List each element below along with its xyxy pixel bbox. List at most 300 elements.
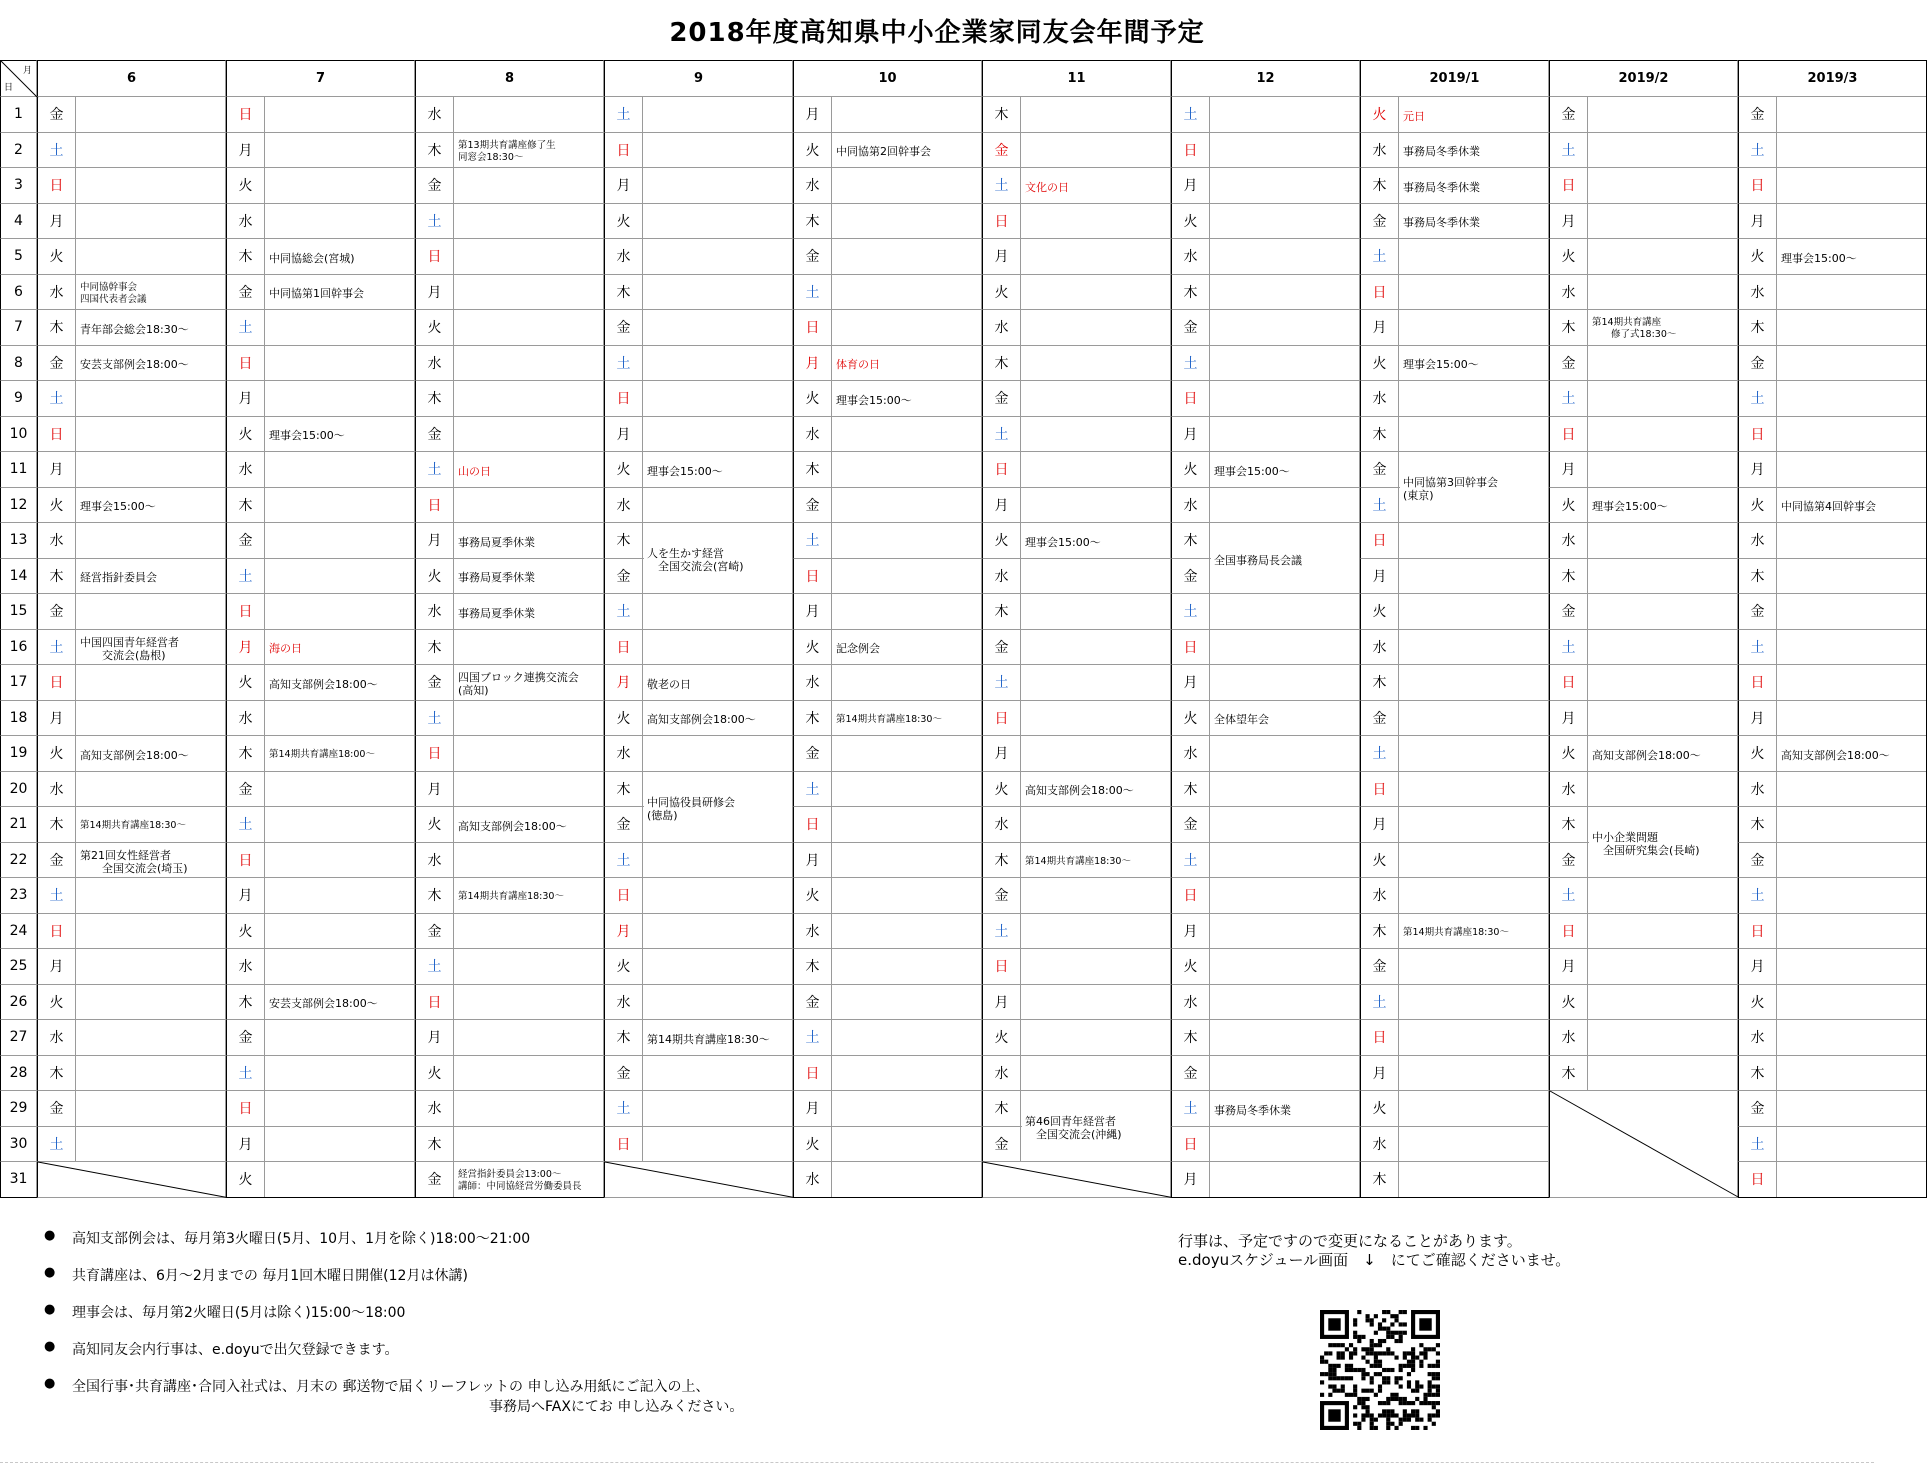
weekday-cell: 火 — [226, 1162, 265, 1198]
weekday-cell: 水 — [793, 168, 832, 204]
event-cell — [832, 559, 982, 595]
event-cell — [76, 914, 226, 950]
event-cell — [76, 772, 226, 808]
event-cell — [643, 878, 793, 914]
event-label: 理事会15:00～ — [77, 489, 225, 523]
weekday-cell: 水 — [226, 204, 265, 240]
event-label: 高知支部例会18:00～ — [455, 808, 603, 842]
event-label: 海の日 — [266, 631, 414, 665]
event-label: 第14期共育講座18:30～ — [1022, 844, 1170, 878]
weekday-cell: 火 — [982, 1020, 1021, 1056]
weekday-cell: 月 — [1738, 452, 1777, 488]
weekday-cell: 水 — [1171, 488, 1210, 524]
weekday-cell: 水 — [982, 807, 1021, 843]
event-cell — [1588, 133, 1738, 169]
weekday-cell: 土 — [604, 97, 643, 133]
event-cell — [1210, 594, 1360, 630]
weekday-cell: 金 — [37, 594, 76, 630]
event-cell — [1021, 275, 1171, 311]
day-number: 23 — [0, 878, 37, 914]
weekday-cell: 木 — [1360, 168, 1399, 204]
event-cell — [1588, 985, 1738, 1021]
event-cell — [76, 523, 226, 559]
event-cell — [76, 665, 226, 701]
event-cell — [1777, 630, 1927, 666]
event-label: 人を生かす経営 全国交流会(宮崎) — [644, 524, 792, 593]
weekday-cell: 火 — [415, 559, 454, 595]
event-cell — [1021, 914, 1171, 950]
weekday-cell: 火 — [1360, 594, 1399, 630]
corner-day-label: 日 — [4, 83, 14, 93]
weekday-cell: 日 — [604, 133, 643, 169]
event-cell — [1777, 665, 1927, 701]
weekday-cell: 金 — [982, 1127, 1021, 1163]
event-cell — [643, 843, 793, 879]
weekday-cell: 土 — [415, 452, 454, 488]
event-cell — [1021, 630, 1171, 666]
event-label: 理事会15:00～ — [266, 418, 414, 452]
event-cell — [1399, 736, 1549, 772]
day-number: 14 — [0, 559, 37, 595]
weekday-cell: 土 — [1738, 1127, 1777, 1163]
weekday-cell: 日 — [1171, 381, 1210, 417]
weekday-cell: 水 — [793, 1162, 832, 1198]
weekday-cell: 火 — [1738, 985, 1777, 1021]
event-cell — [1210, 417, 1360, 453]
weekday-cell: 金 — [37, 346, 76, 382]
weekday-cell: 土 — [1171, 346, 1210, 382]
weekday-cell: 金 — [1738, 1091, 1777, 1127]
weekday-cell: 木 — [982, 843, 1021, 879]
day-number: 22 — [0, 843, 37, 879]
weekday-cell: 土 — [1738, 381, 1777, 417]
event-label: 事務局冬季休業 — [1400, 134, 1548, 168]
weekday-cell: 土 — [415, 701, 454, 737]
event-label: 理事会15:00～ — [833, 382, 981, 416]
weekday-cell: 水 — [1549, 772, 1588, 808]
event-label: 高知支部例会18:00～ — [77, 737, 225, 771]
event-cell — [265, 488, 415, 524]
weekday-cell: 金 — [1738, 97, 1777, 133]
event-cell — [454, 1091, 604, 1127]
note-text: 高知同友会内行事は、e.doyuで出欠登録できます。 — [72, 1342, 399, 1358]
event-label: 第14期共育講座18:30～ — [833, 702, 981, 736]
weekday-cell: 日 — [1738, 914, 1777, 950]
weekday-cell: 水 — [1171, 736, 1210, 772]
event-cell — [643, 97, 793, 133]
weekday-cell: 月 — [793, 1091, 832, 1127]
weekday-cell: 火 — [226, 417, 265, 453]
event-cell — [265, 701, 415, 737]
event-cell — [1399, 878, 1549, 914]
weekday-cell: 火 — [1360, 97, 1399, 133]
event-cell — [1588, 772, 1738, 808]
event-cell — [76, 594, 226, 630]
event-cell — [1021, 1020, 1171, 1056]
event-cell — [454, 736, 604, 772]
weekday-cell: 土 — [1360, 985, 1399, 1021]
event-cell — [76, 878, 226, 914]
event-cell — [1588, 452, 1738, 488]
event-cell — [1777, 843, 1927, 879]
event-cell — [76, 1127, 226, 1163]
day-number: 5 — [0, 239, 37, 275]
event-label: 元日 — [1400, 98, 1548, 132]
weekday-cell: 火 — [1738, 736, 1777, 772]
event-cell — [832, 523, 982, 559]
event-cell — [643, 1091, 793, 1127]
weekday-cell: 火 — [982, 275, 1021, 311]
day-number: 27 — [0, 1020, 37, 1056]
bullet-icon: ● — [44, 1339, 56, 1354]
event-cell — [1210, 133, 1360, 169]
weekday-cell: 月 — [37, 949, 76, 985]
weekday-cell: 水 — [1360, 630, 1399, 666]
event-label: 事務局夏季休業 — [455, 524, 603, 558]
event-cell — [76, 949, 226, 985]
weekday-cell: 火 — [1360, 346, 1399, 382]
event-cell — [832, 1127, 982, 1163]
weekday-cell: 水 — [604, 985, 643, 1021]
weekday-cell: 木 — [982, 1091, 1021, 1127]
event-cell — [1399, 523, 1549, 559]
weekday-cell: 月 — [1171, 665, 1210, 701]
weekday-cell: 金 — [1360, 452, 1399, 488]
weekday-cell: 水 — [1738, 275, 1777, 311]
event-cell — [643, 1127, 793, 1163]
event-cell — [1588, 97, 1738, 133]
event-cell — [1210, 807, 1360, 843]
event-cell — [1210, 488, 1360, 524]
qr-code-icon[interactable] — [1320, 1310, 1440, 1430]
event-cell — [1399, 665, 1549, 701]
weekday-cell: 火 — [1549, 985, 1588, 1021]
event-cell — [1399, 1162, 1549, 1198]
weekday-cell: 金 — [37, 97, 76, 133]
weekday-cell: 金 — [604, 1056, 643, 1092]
event-cell — [265, 878, 415, 914]
weekday-cell: 水 — [37, 275, 76, 311]
day-number: 15 — [0, 594, 37, 630]
bullet-icon: ● — [44, 1376, 56, 1391]
weekday-cell: 土 — [37, 630, 76, 666]
event-label: 理事会15:00～ — [1589, 489, 1737, 523]
event-label: 事務局冬季休業 — [1400, 205, 1548, 239]
weekday-cell: 金 — [1171, 559, 1210, 595]
weekday-cell: 水 — [604, 488, 643, 524]
weekday-cell: 日 — [226, 843, 265, 879]
weekday-cell: 日 — [604, 1127, 643, 1163]
weekday-cell: 月 — [415, 1020, 454, 1056]
event-cell — [1588, 1020, 1738, 1056]
event-cell — [832, 1091, 982, 1127]
event-cell — [76, 1020, 226, 1056]
event-cell — [643, 204, 793, 240]
day-number: 8 — [0, 346, 37, 382]
weekday-cell: 月 — [1549, 204, 1588, 240]
weekday-cell: 月 — [1171, 417, 1210, 453]
event-cell — [832, 665, 982, 701]
event-cell — [1777, 914, 1927, 950]
weekday-cell: 火 — [415, 807, 454, 843]
page-divider — [0, 1462, 1874, 1464]
event-cell — [1777, 381, 1927, 417]
weekday-cell: 火 — [1171, 452, 1210, 488]
event-cell — [1777, 168, 1927, 204]
weekday-cell: 水 — [1171, 985, 1210, 1021]
weekday-cell: 月 — [982, 736, 1021, 772]
event-cell — [265, 1020, 415, 1056]
weekday-cell: 木 — [1171, 523, 1210, 559]
event-cell — [1777, 204, 1927, 240]
event-cell — [832, 239, 982, 275]
weekday-cell: 金 — [1360, 701, 1399, 737]
weekday-cell: 木 — [1738, 807, 1777, 843]
event-cell — [265, 914, 415, 950]
note-text-continued: 事務局へFAXにてお 申し込みください。 — [489, 1399, 744, 1415]
event-label: 理事会15:00～ — [1778, 240, 1926, 274]
event-cell — [832, 772, 982, 808]
weekday-cell: 日 — [793, 1056, 832, 1092]
weekday-cell: 水 — [1549, 523, 1588, 559]
event-cell — [265, 346, 415, 382]
month-header: 2019/2 — [1549, 60, 1738, 97]
day-number: 2 — [0, 133, 37, 169]
weekday-cell: 日 — [415, 239, 454, 275]
event-cell — [1021, 559, 1171, 595]
weekday-cell: 月 — [604, 914, 643, 950]
event-cell — [1777, 949, 1927, 985]
event-cell — [1588, 275, 1738, 311]
weekday-cell: 火 — [982, 772, 1021, 808]
weekday-cell: 日 — [982, 949, 1021, 985]
weekday-cell: 火 — [1360, 843, 1399, 879]
event-cell — [832, 949, 982, 985]
event-cell — [265, 949, 415, 985]
event-cell — [1777, 985, 1927, 1021]
month-header: 11 — [982, 60, 1171, 97]
day-number: 10 — [0, 417, 37, 453]
event-cell — [1210, 204, 1360, 240]
event-label: 理事会15:00～ — [1211, 453, 1359, 487]
event-label: 中同協第2回幹事会 — [833, 134, 981, 168]
day-number: 11 — [0, 452, 37, 488]
weekday-cell: 金 — [415, 665, 454, 701]
event-cell — [454, 1127, 604, 1163]
event-cell — [1777, 310, 1927, 346]
weekday-cell: 水 — [1738, 772, 1777, 808]
weekday-cell: 火 — [37, 985, 76, 1021]
event-cell — [265, 772, 415, 808]
weekday-cell: 日 — [415, 488, 454, 524]
event-cell — [265, 843, 415, 879]
event-label: 高知支部例会18:00～ — [1589, 737, 1737, 771]
bullet-icon: ● — [44, 1302, 56, 1317]
weekday-cell: 火 — [415, 1056, 454, 1092]
weekday-cell: 木 — [1549, 1056, 1588, 1092]
event-cell — [265, 1127, 415, 1163]
event-cell — [1021, 97, 1171, 133]
event-cell — [76, 204, 226, 240]
day-number: 19 — [0, 736, 37, 772]
event-label: 事務局夏季休業 — [455, 595, 603, 629]
weekday-cell: 月 — [604, 665, 643, 701]
event-cell — [454, 346, 604, 382]
event-label: 全国事務局長会議 — [1211, 524, 1359, 593]
weekday-cell: 土 — [1360, 239, 1399, 275]
event-cell — [265, 1091, 415, 1127]
event-label: 中小企業問題 全国研究集会(長崎) — [1589, 808, 1737, 877]
weekday-cell: 土 — [1360, 488, 1399, 524]
event-cell — [1021, 985, 1171, 1021]
event-cell — [1588, 1056, 1738, 1092]
weekday-cell: 水 — [415, 97, 454, 133]
weekday-cell: 金 — [1360, 204, 1399, 240]
weekday-cell: 土 — [1171, 594, 1210, 630]
weekday-cell: 金 — [415, 1162, 454, 1198]
event-cell — [1210, 949, 1360, 985]
event-label: 山の日 — [455, 453, 603, 487]
weekday-cell: 日 — [37, 417, 76, 453]
event-cell — [1777, 452, 1927, 488]
weekday-cell: 日 — [1171, 878, 1210, 914]
weekday-cell: 木 — [415, 878, 454, 914]
weekday-cell: 日 — [1360, 772, 1399, 808]
weekday-cell: 土 — [982, 417, 1021, 453]
weekday-cell: 月 — [793, 843, 832, 879]
event-label: 事務局冬季休業 — [1211, 1092, 1359, 1126]
event-cell — [454, 1020, 604, 1056]
event-cell — [1399, 310, 1549, 346]
weekday-cell: 土 — [1738, 878, 1777, 914]
event-cell — [832, 985, 982, 1021]
weekday-cell: 月 — [1549, 949, 1588, 985]
event-cell — [1021, 310, 1171, 346]
month-header: 2019/3 — [1738, 60, 1927, 97]
event-cell — [1210, 1162, 1360, 1198]
event-cell — [1399, 1056, 1549, 1092]
weekday-cell: 木 — [1171, 772, 1210, 808]
weekday-cell: 日 — [1549, 417, 1588, 453]
weekday-cell: 日 — [415, 736, 454, 772]
event-cell — [1210, 168, 1360, 204]
event-cell — [643, 985, 793, 1021]
event-cell — [1777, 1020, 1927, 1056]
weekday-cell: 火 — [604, 701, 643, 737]
weekday-cell: 金 — [1171, 807, 1210, 843]
event-cell — [832, 914, 982, 950]
event-cell — [265, 168, 415, 204]
weekday-cell: 木 — [1738, 1056, 1777, 1092]
event-cell — [454, 168, 604, 204]
weekday-cell: 水 — [37, 523, 76, 559]
event-cell — [1210, 630, 1360, 666]
weekday-cell: 水 — [1360, 1127, 1399, 1163]
weekday-cell: 月 — [415, 275, 454, 311]
event-cell — [76, 239, 226, 275]
day-number: 4 — [0, 204, 37, 240]
event-cell — [1399, 701, 1549, 737]
weekday-cell: 日 — [226, 594, 265, 630]
event-cell — [454, 914, 604, 950]
event-cell — [1777, 346, 1927, 382]
event-cell — [1588, 523, 1738, 559]
event-cell — [454, 381, 604, 417]
weekday-cell: 月 — [793, 346, 832, 382]
weekday-cell: 水 — [1738, 523, 1777, 559]
event-label: 文化の日 — [1022, 169, 1170, 203]
event-cell — [265, 133, 415, 169]
day-number: 6 — [0, 275, 37, 311]
month-header: 6 — [37, 60, 226, 97]
day-number: 12 — [0, 488, 37, 524]
weekday-cell: 金 — [226, 772, 265, 808]
weekday-cell: 日 — [226, 97, 265, 133]
weekday-cell: 木 — [1549, 310, 1588, 346]
event-cell — [1588, 630, 1738, 666]
event-label: 理事会15:00～ — [1022, 524, 1170, 558]
weekday-cell: 金 — [604, 559, 643, 595]
weekday-cell: 金 — [415, 417, 454, 453]
event-cell — [1588, 701, 1738, 737]
event-cell — [1588, 559, 1738, 595]
event-cell — [76, 381, 226, 417]
weekday-cell: 月 — [226, 133, 265, 169]
event-label: 高知支部例会18:00～ — [1778, 737, 1926, 771]
event-cell — [1588, 914, 1738, 950]
event-cell — [1588, 204, 1738, 240]
day-number: 16 — [0, 630, 37, 666]
event-cell — [1777, 594, 1927, 630]
weekday-cell: 火 — [793, 630, 832, 666]
event-cell — [1588, 878, 1738, 914]
weekday-cell: 金 — [415, 168, 454, 204]
event-cell — [832, 736, 982, 772]
event-cell — [1021, 239, 1171, 275]
weekday-cell: 火 — [226, 914, 265, 950]
event-cell — [832, 204, 982, 240]
weekday-cell: 金 — [793, 985, 832, 1021]
weekday-cell: 水 — [226, 452, 265, 488]
weekday-cell: 金 — [982, 133, 1021, 169]
weekday-cell: 日 — [793, 559, 832, 595]
weekday-cell: 金 — [793, 736, 832, 772]
event-cell — [832, 452, 982, 488]
month-header: 12 — [1171, 60, 1360, 97]
event-cell — [1210, 843, 1360, 879]
weekday-cell: 土 — [604, 594, 643, 630]
event-cell — [1210, 914, 1360, 950]
weekday-cell: 日 — [1738, 665, 1777, 701]
event-cell — [1588, 346, 1738, 382]
weekday-cell: 土 — [226, 807, 265, 843]
event-cell — [643, 133, 793, 169]
weekday-cell: 水 — [415, 346, 454, 382]
day-number: 31 — [0, 1162, 37, 1198]
event-cell — [76, 168, 226, 204]
event-label: 体育の日 — [833, 347, 981, 381]
event-cell — [1777, 878, 1927, 914]
event-label: 経営指針委員会13:00～ 講師：中同協経営労働委員長 — [455, 1163, 603, 1197]
weekday-cell: 火 — [793, 878, 832, 914]
event-label: 第14期共育講座 修了式18:30～ — [1589, 311, 1737, 345]
weekday-cell: 火 — [37, 736, 76, 772]
event-label: 中同協第3回幹事会 (東京) — [1400, 453, 1548, 522]
weekday-cell: 土 — [226, 1056, 265, 1092]
event-cell — [454, 204, 604, 240]
weekday-cell: 水 — [1360, 381, 1399, 417]
event-cell — [1021, 878, 1171, 914]
